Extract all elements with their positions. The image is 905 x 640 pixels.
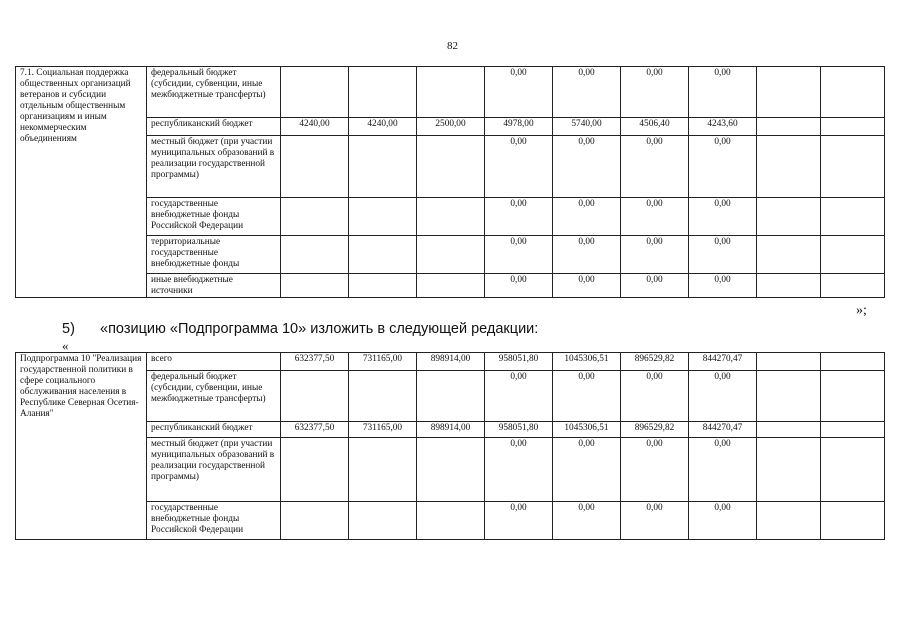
value-cell	[417, 236, 485, 274]
value-cell	[349, 198, 417, 236]
closing-quote: »;	[856, 303, 867, 318]
value-cell: 0,00	[485, 236, 553, 274]
value-cell: 5740,00	[553, 118, 621, 136]
value-cell	[417, 371, 485, 422]
paragraph-number: 5)	[62, 321, 75, 337]
value-cell: 0,00	[621, 236, 689, 274]
table-row	[16, 236, 885, 274]
table-row	[16, 136, 885, 198]
value-cell: 0,00	[621, 438, 689, 502]
table-row	[16, 353, 885, 371]
funding-source-cell: территориальные государственные внебюджетные фонды	[147, 236, 281, 274]
value-cell: 4240,00	[281, 118, 349, 136]
value-cell: 0,00	[621, 136, 689, 198]
value-cell	[821, 353, 885, 371]
paragraph-text: «позицию «Подпрограмма 10» изложить в следующей редакции:	[100, 321, 539, 337]
funding-source-cell: республиканский бюджет	[147, 422, 281, 438]
value-cell: 0,00	[553, 198, 621, 236]
value-cell: 0,00	[689, 502, 757, 540]
value-cell: 632377,50	[281, 422, 349, 438]
value-cell: 0,00	[621, 67, 689, 118]
value-cell	[821, 236, 885, 274]
table-row	[16, 502, 885, 540]
table-row	[16, 371, 885, 422]
value-cell: 0,00	[485, 371, 553, 422]
value-cell	[757, 118, 821, 136]
table-row	[16, 198, 885, 236]
funding-source-cell: иные внебюджетные источники	[147, 274, 281, 298]
value-cell: 0,00	[621, 371, 689, 422]
value-cell	[757, 502, 821, 540]
value-cell	[821, 422, 885, 438]
value-cell: 0,00	[553, 502, 621, 540]
value-cell: 0,00	[689, 136, 757, 198]
value-cell: 4978,00	[485, 118, 553, 136]
value-cell: 4506,40	[621, 118, 689, 136]
value-cell	[821, 118, 885, 136]
funding-source-cell: федеральный бюджет (субсидии, субвенции, иные межбюджетные трансферты)	[147, 67, 281, 118]
budget-table-subprogram-10	[15, 352, 885, 540]
table-row	[16, 118, 885, 136]
value-cell	[757, 353, 821, 371]
value-cell	[349, 274, 417, 298]
value-cell: 0,00	[485, 198, 553, 236]
value-cell: 0,00	[485, 136, 553, 198]
value-cell	[349, 67, 417, 118]
table-row	[16, 438, 885, 502]
value-cell	[417, 198, 485, 236]
value-cell	[417, 136, 485, 198]
value-cell: 896529,82	[621, 422, 689, 438]
value-cell: 731165,00	[349, 353, 417, 371]
value-cell: 0,00	[689, 67, 757, 118]
value-cell: 0,00	[485, 67, 553, 118]
table-row	[16, 67, 885, 118]
value-cell	[821, 274, 885, 298]
value-cell	[757, 274, 821, 298]
value-cell	[757, 236, 821, 274]
value-cell: 0,00	[689, 438, 757, 502]
value-cell	[349, 236, 417, 274]
value-cell: 898914,00	[417, 353, 485, 371]
value-cell	[349, 371, 417, 422]
value-cell	[281, 274, 349, 298]
funding-source-cell: местный бюджет (при участии муниципальных образований в реализации государственной программы)	[147, 438, 281, 502]
value-cell	[417, 438, 485, 502]
value-cell	[821, 438, 885, 502]
value-cell	[821, 198, 885, 236]
value-cell	[349, 502, 417, 540]
value-cell	[821, 371, 885, 422]
value-cell: 0,00	[621, 502, 689, 540]
value-cell: 0,00	[689, 274, 757, 298]
funding-source-cell: федеральный бюджет (субсидии, субвенции, иные межбюджетные трансферты)	[147, 371, 281, 422]
value-cell: 0,00	[553, 136, 621, 198]
value-cell	[349, 438, 417, 502]
value-cell	[281, 198, 349, 236]
funding-source-cell: республиканский бюджет	[147, 118, 281, 136]
value-cell	[757, 371, 821, 422]
value-cell: 0,00	[485, 502, 553, 540]
value-cell	[281, 136, 349, 198]
value-cell: 0,00	[689, 236, 757, 274]
program-name-cell: Подпрограмма 10 "Реализация государственной политики в сфере социального обслуживания населения в Республике Северная Осетия-Алания"	[16, 353, 147, 540]
value-cell: 1045306,51	[553, 353, 621, 371]
value-cell	[417, 67, 485, 118]
value-cell: 958051,80	[485, 422, 553, 438]
value-cell: 958051,80	[485, 353, 553, 371]
value-cell: 0,00	[553, 371, 621, 422]
value-cell	[349, 136, 417, 198]
value-cell: 1045306,51	[553, 422, 621, 438]
value-cell	[757, 67, 821, 118]
value-cell	[757, 438, 821, 502]
value-cell	[281, 371, 349, 422]
value-cell: 632377,50	[281, 353, 349, 371]
value-cell	[281, 67, 349, 118]
value-cell	[821, 502, 885, 540]
value-cell: 0,00	[689, 371, 757, 422]
amendment-paragraph	[62, 321, 538, 337]
value-cell	[821, 67, 885, 118]
funding-source-cell: всего	[147, 353, 281, 371]
value-cell: 0,00	[485, 274, 553, 298]
table-row	[16, 422, 885, 438]
page-number: 82	[447, 40, 458, 52]
value-cell: 0,00	[553, 438, 621, 502]
funding-source-cell: местный бюджет (при участии муниципальных образований в реализации государственной программы)	[147, 136, 281, 198]
value-cell: 0,00	[621, 274, 689, 298]
value-cell	[757, 422, 821, 438]
opening-quote: «	[62, 338, 69, 353]
value-cell: 0,00	[485, 438, 553, 502]
table-row	[16, 274, 885, 298]
value-cell: 0,00	[689, 198, 757, 236]
value-cell: 844270,47	[689, 422, 757, 438]
value-cell: 0,00	[553, 67, 621, 118]
value-cell: 898914,00	[417, 422, 485, 438]
value-cell: 896529,82	[621, 353, 689, 371]
value-cell	[821, 136, 885, 198]
value-cell	[281, 236, 349, 274]
value-cell	[757, 198, 821, 236]
value-cell	[417, 274, 485, 298]
value-cell: 844270,47	[689, 353, 757, 371]
value-cell	[417, 502, 485, 540]
value-cell	[281, 438, 349, 502]
value-cell	[281, 502, 349, 540]
program-name-cell: 7.1. Социальная поддержка общественных организаций ветеранов и субсидии отдельным общественным организациям и иным некоммерческим объединениям	[16, 67, 147, 298]
funding-source-cell: государственные внебюджетные фонды Российской Федерации	[147, 502, 281, 540]
funding-source-cell: государственные внебюджетные фонды Российской Федерации	[147, 198, 281, 236]
budget-table-7-1	[15, 66, 885, 298]
value-cell: 2500,00	[417, 118, 485, 136]
value-cell	[757, 136, 821, 198]
value-cell: 0,00	[621, 198, 689, 236]
value-cell: 0,00	[553, 274, 621, 298]
value-cell: 731165,00	[349, 422, 417, 438]
value-cell: 0,00	[553, 236, 621, 274]
value-cell: 4240,00	[349, 118, 417, 136]
value-cell: 4243,60	[689, 118, 757, 136]
